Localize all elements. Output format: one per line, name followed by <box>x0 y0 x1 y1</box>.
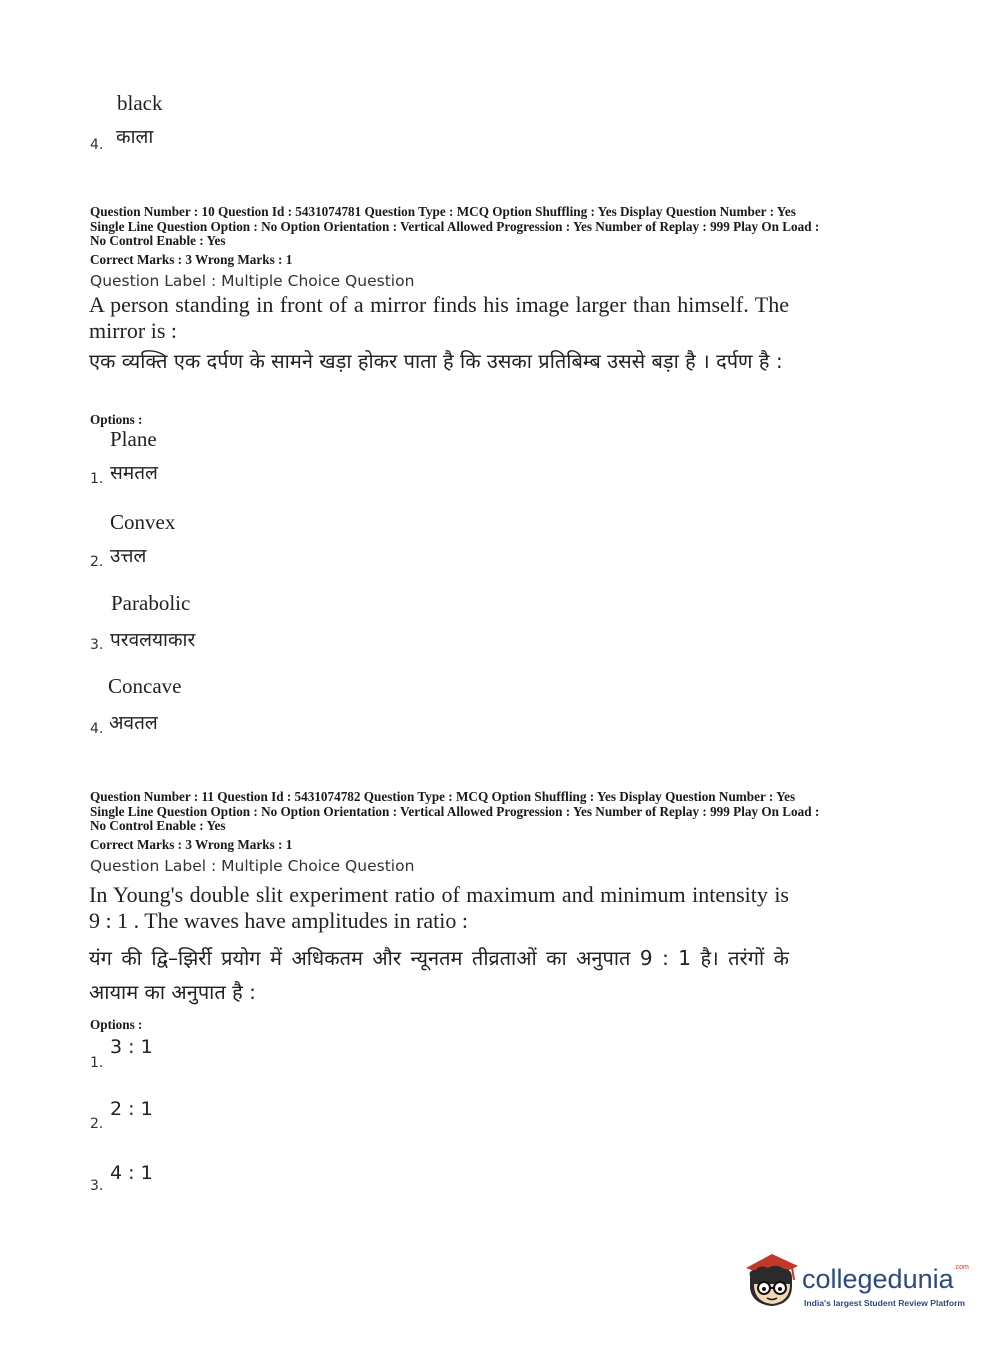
q10-option-4-hi[interactable]: अवतल <box>109 712 158 734</box>
q11-option-3-number: 3. <box>90 1178 104 1194</box>
q10-label: Question Label : Multiple Choice Question <box>90 272 415 290</box>
q11-label: Question Label : Multiple Choice Question <box>90 857 415 875</box>
q10-text-en: A person standing in front of a mirror finds his image larger than himself. The mirror is : <box>89 292 789 343</box>
q10-marks: Correct Marks : 3 Wrong Marks : 1 <box>90 252 293 267</box>
q10-option-1-number: 1. <box>90 471 104 487</box>
q11-text-hi: यंग की द्वि–झिर्री प्रयोग में अधिकतम और न्यूनतम तीव्रताओं का अनुपात 9 : 1 है। तरंगों के आयाम का अनुपात है : <box>89 946 789 1004</box>
student-mascot-icon <box>740 1250 802 1314</box>
q10-option-2-number: 2. <box>90 554 104 570</box>
q10-option-1-en[interactable]: Plane <box>110 427 157 451</box>
q10-meta-line1: Question Number : 10 Question Id : 5431074781 Question Type : MCQ Option Shuffling : Yes Display Question Number : Yes <box>90 204 796 219</box>
q11-meta-line3: No Control Enable : Yes <box>90 818 226 833</box>
prev-option-4-hi: काला <box>116 126 154 148</box>
q10-options-label: Options : <box>90 412 143 427</box>
q10-option-3-hi[interactable]: परवलयाकार <box>110 629 196 651</box>
logo-name: collegedunia <box>802 1264 954 1294</box>
q11-meta-line2: Single Line Question Option : No Option Orientation : Vertical Allowed Progression : Yes Number of Replay : 999 Play On Load : <box>90 803 820 819</box>
q10-option-4-en[interactable]: Concave <box>108 674 182 698</box>
q10-option-3-number: 3. <box>90 637 104 653</box>
q10-meta-line2: Single Line Question Option : No Option Orientation : Vertical Allowed Progression : Yes Number of Replay : 999 Play On Load : <box>90 218 820 234</box>
q11-options-label: Options : <box>90 1017 143 1032</box>
q10-option-4-number: 4. <box>90 721 104 737</box>
q11-option-2-value[interactable]: 2 : 1 <box>110 1098 153 1120</box>
q10-option-3-en[interactable]: Parabolic <box>111 591 191 615</box>
prev-option-4-number: 4. <box>90 137 104 153</box>
logo-suffix: .com <box>953 1264 969 1271</box>
collegedunia-logo[interactable] <box>740 1250 970 1320</box>
q11-option-1-number: 1. <box>90 1055 104 1071</box>
q11-option-2-number: 2. <box>90 1116 104 1132</box>
q10-option-2-hi[interactable]: उत्तल <box>110 545 147 567</box>
logo-wordmark <box>802 1264 969 1295</box>
q10-text-hi: एक व्यक्ति एक दर्पण के सामने खड़ा होकर पाता है कि उसका प्रतिबिम्ब उससे बड़ा है । दर्पण है : <box>89 349 783 373</box>
q11-option-3-value[interactable]: 4 : 1 <box>110 1162 153 1184</box>
q10-option-2-en[interactable]: Convex <box>110 510 176 534</box>
q10-option-1-hi[interactable]: समतल <box>110 462 158 484</box>
q11-option-1-value[interactable]: 3 : 1 <box>110 1036 153 1058</box>
q11-marks: Correct Marks : 3 Wrong Marks : 1 <box>90 837 293 852</box>
prev-option-4-en: black <box>117 91 163 115</box>
logo-tagline: India's largest Student Review Platform <box>804 1298 966 1308</box>
q11-text-en: In Young's double slit experiment ratio of maximum and minimum intensity is 9 : 1 . The waves have amplitudes in ratio : <box>89 882 789 933</box>
q11-meta-line1: Question Number : 11 Question Id : 5431074782 Question Type : MCQ Option Shuffling : Yes Display Question Number : Yes <box>90 789 796 804</box>
q10-meta-line3: No Control Enable : Yes <box>90 233 226 248</box>
